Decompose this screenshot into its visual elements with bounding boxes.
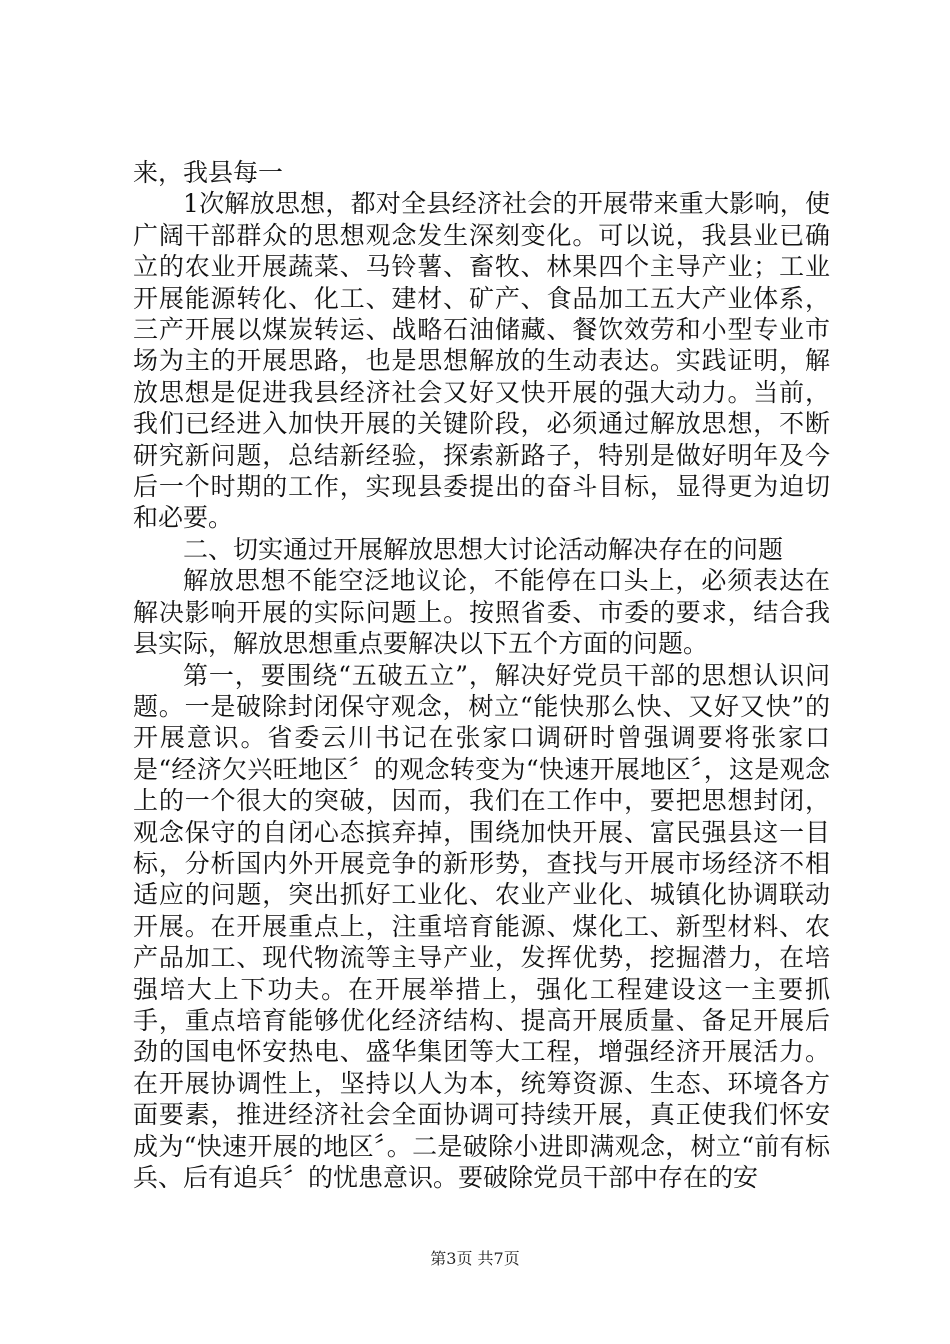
document-body (133, 157, 830, 1193)
paragraph-first-point: 第一，要围绕“五破五立”，解决好党员干部的思想认识问题。一是破除封闭保守观念，树立“能快那么快、又好又快”的开展意识。省委云川书记在张家口调研时曾强调要将张家口是“经济欠兴旺地区〞的观念转变为“快速开展地区〞，这是观念上的一个很大的突破，因而，我们在工作中，要把思想封闭，观念保守的自闭心态摈弃掉，围绕加快开展、富民强县这一目标，分析国内外开展竞争的新形势，查找与开展市场经济不相适应的问题，突出抓好工业化、农业产业化、城镇化协调联动开展。在开展重点上，注重培育能源、煤化工、新型材料、农产品加工、现代物流等主导产业，发挥优势，挖掘潜力，在培强培大上下功夫。在开展举措上，强化工程建设这一主要抓手，重点培育能够优化经济结构、提高开展质量、备足开展后劲的国电怀安热电、盛华集团等大工程，增强经济开展活力。在开展协调性上，坚持以人为本，统筹资源、生态、环境各方面要素，推进经济社会全面协调可持续开展，真正使我们怀安成为“快速开展的地区〞。二是破除小进即满观念，树立“前有标兵、后有追兵〞的忧患意识。要破除党员干部中存在的安 (133, 660, 830, 1192)
paragraph-liberation-impact: 1次解放思想，都对全县经济社会的开展带来重大影响，使广阔干部群众的思想观念发生深刻变化。可以说，我县业已确立的农业开展蔬菜、马铃薯、畜牧、林果四个主导产业；工业开展能源转化、化工、建材、矿产、食品加工五大产业体系，三产开展以煤炭转运、战略石油储藏、餐饮效劳和小型专业市场为主的开展思路，也是思想解放的生动表达。实践证明，解放思想是促进我县经济社会又好又快开展的强大动力。当前，我们已经进入加快开展的关键阶段，必须通过解放思想，不断研究新问题，总结新经验，探索新路子，特别是做好明年及今后一个时期的工作，实现县委提出的奋斗目标，显得更为迫切和必要。 (133, 189, 830, 533)
section-heading-2: 二、切实通过开展解放思想大讨论活动解决存在的问题 (183, 534, 784, 564)
page-footer: 第3页 共7页 (430, 1249, 520, 1268)
paragraph-five-problems: 解放思想不能空泛地议论，不能停在口头上，必须表达在解决影响开展的实际问题上。按照省委、市委的要求，结合我县实际，解放思想重点要解决以下五个方面的问题。 (133, 566, 830, 659)
paragraph-continuation: 来，我县每一 (133, 158, 284, 187)
